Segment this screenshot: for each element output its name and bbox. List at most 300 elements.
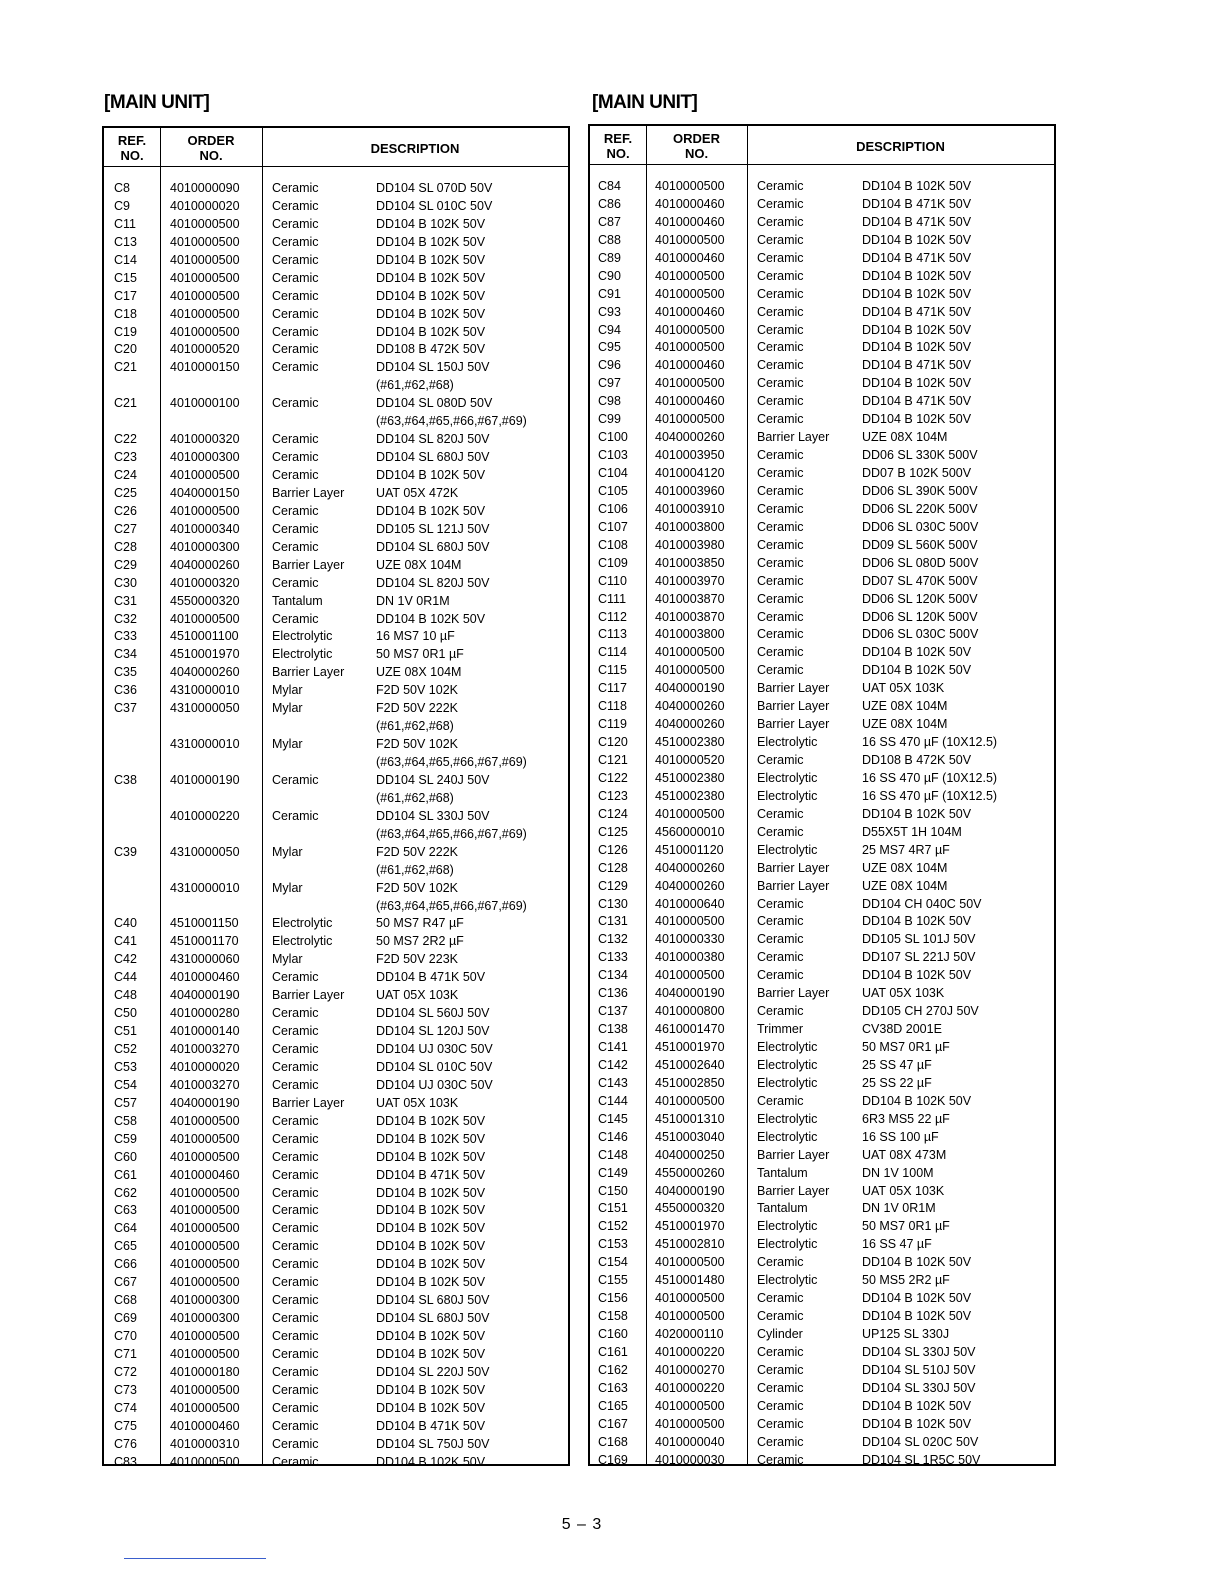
order-no-cell: 4010000030: [655, 1452, 725, 1467]
ref-no-cell: C160: [598, 1327, 628, 1341]
order-no-cell: 4010000500: [655, 1093, 725, 1108]
ref-no-cell: C132: [598, 932, 628, 947]
footer-rule: [124, 1558, 266, 1559]
order-no-cell: 4010000500: [170, 468, 240, 482]
table-row: [104, 1454, 568, 1472]
type-cell: Ceramic: [757, 1255, 804, 1270]
table-row: [104, 1023, 568, 1041]
ref-no-cell: C60: [114, 1149, 137, 1164]
spec-cell: DD107 SL 221J 50V: [862, 950, 976, 965]
table-row: [590, 788, 1054, 806]
ref-no-cell: C112: [598, 609, 627, 624]
spec-cell: DD104 B 102K 50V: [862, 806, 972, 821]
ref-no-cell: C41: [114, 934, 137, 949]
table-row: [104, 790, 568, 808]
ref-no-cell: C36: [114, 683, 137, 698]
ref-no-cell: C72: [114, 1364, 137, 1379]
spec-cell: DD06 SL 030C 500V: [862, 627, 979, 642]
order-no-cell: 4510001970: [655, 1040, 725, 1054]
order-no-cell: 4010000220: [655, 1380, 725, 1395]
type-cell: Ceramic: [272, 396, 319, 411]
type-cell: Ceramic: [757, 609, 804, 624]
type-cell: Ceramic: [272, 808, 319, 823]
type-cell: Ceramic: [272, 468, 319, 482]
type-cell: Ceramic: [757, 376, 804, 391]
spec-cell: DD104 B 102K 50V: [376, 216, 486, 231]
spec-cell: (#61,#62,#68): [376, 378, 454, 393]
order-no-cell: 4040000190: [655, 986, 725, 1001]
spec-cell: DD104 B 102K 50V: [862, 412, 972, 427]
table-row: [104, 754, 568, 772]
type-cell: Ceramic: [272, 181, 319, 195]
ref-no-cell: C109: [598, 555, 628, 570]
ref-no-cell: C168: [598, 1434, 628, 1449]
spec-cell: CV38D 2001E: [862, 1022, 942, 1037]
ref-no-cell: C62: [114, 1185, 137, 1200]
order-no-cell: 4040000260: [655, 878, 725, 893]
spec-cell: DD108 B 472K 50V: [862, 753, 972, 767]
order-no-cell: 4010000500: [170, 270, 240, 285]
type-cell: Electrolytic: [757, 1075, 818, 1090]
table-row: [104, 1077, 568, 1095]
order-no-cell: 4010000500: [170, 503, 240, 518]
table-row: [104, 736, 568, 754]
type-cell: Ceramic: [272, 432, 319, 447]
type-cell: Ceramic: [757, 1291, 804, 1306]
type-cell: Tantalum: [757, 1201, 808, 1216]
ref-no-cell: C83: [114, 1454, 137, 1469]
ref-no-cell: C130: [598, 896, 628, 911]
ref-no-cell: C148: [598, 1147, 628, 1162]
table-row: [590, 1021, 1054, 1039]
table-row: [104, 216, 568, 234]
spec-cell: UP125 SL 330J: [862, 1327, 950, 1341]
type-cell: Barrier Layer: [272, 485, 345, 500]
section-title-right: [MAIN UNIT]: [592, 92, 698, 113]
order-no-cell: 4010000500: [170, 252, 240, 267]
type-cell: Ceramic: [272, 1275, 319, 1290]
type-cell: Ceramic: [272, 234, 319, 249]
table-row: [590, 304, 1054, 322]
type-cell: Barrier Layer: [757, 860, 830, 875]
spec-cell: DD104 B 102K 50V: [862, 268, 972, 283]
spec-cell: DD104 B 102K 50V: [376, 324, 486, 339]
order-no-cell: 4010000520: [655, 753, 725, 767]
ref-no-cell: C48: [114, 988, 137, 1003]
spec-cell: DD104 B 471K 50V: [862, 214, 972, 229]
ref-no-cell: C40: [114, 916, 137, 931]
table-row: [104, 611, 568, 629]
type-cell: Tantalum: [757, 1165, 808, 1180]
type-cell: Ceramic: [272, 1293, 319, 1308]
table-row: [590, 411, 1054, 429]
spec-cell: DD104 B 102K 50V: [862, 968, 972, 983]
table-row: [590, 1003, 1054, 1021]
table-row: [104, 969, 568, 987]
type-cell: Ceramic: [272, 1006, 319, 1021]
header-description-label: DESCRIPTION: [856, 138, 945, 154]
order-no-cell: 4010000460: [170, 1418, 240, 1433]
header-ref-no: [590, 128, 646, 164]
ref-no-cell: C17: [114, 288, 137, 303]
header-order-line2: NO.: [199, 148, 223, 163]
type-cell: Electrolytic: [272, 916, 333, 931]
type-cell: Barrier Layer: [757, 1147, 830, 1162]
table-row: [104, 1131, 568, 1149]
table-row: [104, 359, 568, 377]
ref-no-cell: C38: [114, 772, 137, 787]
ref-no-cell: C141: [598, 1040, 628, 1054]
ref-no-cell: C100: [598, 430, 628, 445]
type-cell: Mylar: [272, 880, 303, 895]
ref-no-cell: C71: [114, 1346, 137, 1361]
type-cell: Ceramic: [757, 322, 804, 337]
ref-no-cell: C91: [598, 286, 621, 301]
table-row: [104, 485, 568, 503]
spec-cell: DD104 B 102K 50V: [376, 306, 486, 321]
spec-cell: UAT 05X 103K: [862, 1183, 945, 1198]
spec-cell: DD104 B 102K 50V: [376, 252, 486, 267]
spec-cell: (#63,#64,#65,#66,#67,#69): [376, 826, 527, 841]
order-no-cell: 4610001470: [655, 1022, 725, 1037]
order-no-cell: 4510002810: [655, 1237, 725, 1252]
spec-cell: UAT 05X 103K: [862, 986, 945, 1001]
ref-no-cell: C131: [598, 914, 628, 929]
table-row: [104, 915, 568, 933]
order-no-cell: 4010000020: [170, 1059, 240, 1074]
table-row: [104, 898, 568, 916]
ref-no-cell: C126: [598, 842, 628, 857]
table-row: [104, 646, 568, 664]
type-cell: Electrolytic: [757, 788, 818, 803]
spec-cell: DD104 B 102K 50V: [376, 1203, 486, 1218]
ref-no-cell: C70: [114, 1329, 137, 1343]
table-row: [104, 1418, 568, 1436]
order-no-cell: 4010000500: [170, 234, 240, 249]
order-no-cell: 4010000220: [655, 1344, 725, 1359]
type-cell: Ceramic: [757, 914, 804, 929]
spec-cell: DD06 SL 390K 500V: [862, 483, 978, 498]
type-cell: Electrolytic: [757, 1057, 818, 1072]
type-cell: Barrier Layer: [272, 557, 345, 572]
ref-no-cell: C169: [598, 1452, 628, 1467]
order-no-cell: 4550000320: [170, 593, 240, 608]
spec-cell: 6R3 MS5 22 µF: [862, 1111, 950, 1126]
spec-cell: 16 SS 100 µF: [862, 1129, 939, 1144]
table-row: [104, 1382, 568, 1400]
ref-no-cell: C134: [598, 968, 628, 983]
table-row: [590, 913, 1054, 931]
ref-no-cell: C66: [114, 1257, 137, 1272]
order-no-cell: 4010000020: [170, 198, 240, 213]
spec-cell: DD104 B 102K 50V: [862, 645, 972, 660]
order-no-cell: 4010000460: [655, 214, 725, 229]
type-cell: Ceramic: [272, 450, 319, 465]
table-row: [590, 447, 1054, 465]
order-no-cell: 4010003270: [170, 1042, 240, 1056]
type-cell: Mylar: [272, 737, 303, 752]
order-no-cell: 4010000500: [170, 1113, 240, 1128]
type-cell: Ceramic: [757, 824, 804, 839]
spec-cell: DD104 SL 010C 50V: [376, 198, 493, 213]
spec-cell: 16 MS7 10 µF: [376, 629, 455, 644]
order-no-cell: 4010000460: [170, 970, 240, 985]
order-no-cell: 4010000500: [655, 268, 725, 283]
ref-no-cell: C33: [114, 629, 137, 644]
table-row: [590, 716, 1054, 734]
ref-no-cell: C104: [598, 466, 628, 480]
table-row: [104, 306, 568, 324]
spec-cell: DD105 SL 121J 50V: [376, 521, 490, 536]
order-no-cell: 4010003850: [655, 555, 725, 570]
type-cell: Ceramic: [757, 466, 804, 480]
type-cell: Ceramic: [757, 968, 804, 983]
table-body-right: [590, 178, 1054, 1470]
table-row: [104, 700, 568, 718]
type-cell: Ceramic: [272, 611, 319, 626]
order-no-cell: 4010000500: [170, 1329, 240, 1343]
type-cell: Mylar: [272, 683, 303, 698]
order-no-cell: 4010000460: [655, 196, 725, 211]
spec-cell: UAT 08X 473M: [862, 1147, 947, 1162]
spec-cell: 16 SS 470 µF (10X12.5): [862, 788, 998, 803]
type-cell: Barrier Layer: [757, 986, 830, 1001]
type-cell: Ceramic: [757, 358, 804, 373]
table-row: [104, 1113, 568, 1131]
table-row: [590, 357, 1054, 375]
order-no-cell: 4010000500: [655, 1291, 725, 1306]
table-row: [590, 232, 1054, 250]
table-row: [590, 860, 1054, 878]
spec-cell: DD104 B 102K 50V: [376, 1239, 486, 1254]
table-row: [590, 429, 1054, 447]
parts-table-left: [102, 126, 570, 1469]
type-cell: Ceramic: [272, 252, 319, 267]
order-no-cell: 4310000050: [170, 701, 240, 716]
type-cell: Ceramic: [757, 304, 804, 319]
table-row: [590, 214, 1054, 232]
spec-cell: DD104 SL 680J 50V: [376, 450, 490, 465]
order-no-cell: 4010000500: [170, 288, 240, 303]
spec-cell: DD104 B 102K 50V: [376, 503, 486, 518]
spec-cell: DD104 B 102K 50V: [862, 1416, 972, 1431]
order-no-cell: 4010000500: [170, 1185, 240, 1200]
ref-no-cell: C99: [598, 412, 621, 427]
table-row: [590, 573, 1054, 591]
table-row: [590, 268, 1054, 286]
type-cell: Ceramic: [272, 1042, 319, 1056]
table-row: [590, 537, 1054, 555]
type-cell: Barrier Layer: [757, 717, 830, 732]
ref-no-cell: C84: [598, 179, 621, 193]
type-cell: Barrier Layer: [757, 681, 830, 696]
table-row: [590, 1254, 1054, 1272]
spec-cell: DD104 SL 820J 50V: [376, 432, 490, 447]
table-row: [590, 842, 1054, 860]
table-row: [590, 734, 1054, 752]
type-cell: Barrier Layer: [272, 1095, 345, 1110]
ref-no-cell: C37: [114, 701, 137, 716]
order-no-cell: 4510001970: [655, 1219, 725, 1234]
spec-cell: 16 SS 47 µF: [862, 1237, 932, 1252]
type-cell: Ceramic: [272, 1454, 319, 1469]
spec-cell: DD07 SL 470K 500V: [862, 573, 978, 588]
order-no-cell: 4040000190: [655, 681, 725, 696]
spec-cell: DD104 B 102K 50V: [376, 1382, 486, 1397]
ref-no-cell: C142: [598, 1057, 628, 1072]
table-row: [104, 395, 568, 413]
spec-cell: (#63,#64,#65,#66,#67,#69): [376, 755, 527, 769]
type-cell: Ceramic: [272, 521, 319, 536]
table-row: [104, 288, 568, 306]
table-row: [104, 1274, 568, 1292]
spec-cell: DD104 B 102K 50V: [376, 1275, 486, 1290]
type-cell: Electrolytic: [757, 1040, 818, 1054]
type-cell: Ceramic: [272, 1239, 319, 1254]
order-no-cell: 4010000180: [170, 1364, 240, 1379]
order-no-cell: 4510003040: [655, 1129, 725, 1144]
order-no-cell: 4010000500: [655, 1309, 725, 1324]
table-row: [104, 808, 568, 826]
spec-cell: DD104 SL 820J 50V: [376, 575, 490, 590]
order-no-cell: 4510001170: [170, 934, 239, 949]
spec-cell: DD104 SL 680J 50V: [376, 1293, 490, 1308]
spec-cell: F2D 50V 102K: [376, 737, 458, 752]
table-row: [590, 286, 1054, 304]
type-cell: Cylinder: [757, 1327, 803, 1341]
ref-no-cell: C23: [114, 450, 137, 465]
order-no-cell: 4010000800: [655, 1004, 725, 1019]
type-cell: Ceramic: [272, 1221, 319, 1236]
order-no-cell: 4010000150: [170, 360, 240, 375]
table-row: [590, 1111, 1054, 1129]
ref-no-cell: C108: [598, 537, 628, 552]
order-no-cell: 4010000500: [655, 340, 725, 355]
table-row: [104, 1059, 568, 1077]
type-cell: Ceramic: [757, 394, 804, 409]
order-no-cell: 4010000460: [655, 358, 725, 373]
order-no-cell: 4010000300: [170, 539, 240, 554]
type-cell: Ceramic: [757, 950, 804, 965]
spec-cell: DD104 B 471K 50V: [376, 1418, 486, 1433]
order-no-cell: 4010000500: [655, 1398, 725, 1413]
type-cell: Electrolytic: [757, 1237, 818, 1252]
order-no-cell: 4010000500: [170, 1454, 240, 1469]
table-row: [590, 1183, 1054, 1201]
table-row: [104, 1328, 568, 1346]
order-no-cell: 4010000090: [170, 181, 240, 195]
type-cell: Electrolytic: [757, 1219, 818, 1234]
table-row: [104, 772, 568, 790]
type-cell: Mylar: [272, 952, 303, 967]
ref-no-cell: C117: [598, 681, 627, 696]
ref-no-cell: C73: [114, 1382, 137, 1397]
order-no-cell: 4010000500: [170, 1239, 240, 1254]
type-cell: Ceramic: [757, 448, 804, 463]
table-row: [104, 1041, 568, 1059]
spec-cell: DN 1V 100M: [862, 1165, 934, 1180]
spec-cell: DD104 B 102K 50V: [862, 376, 972, 391]
order-no-cell: 4040000260: [655, 430, 725, 445]
type-cell: Ceramic: [757, 896, 804, 911]
ref-no-cell: C119: [598, 717, 627, 732]
ref-no-cell: C9: [114, 198, 130, 213]
type-cell: Ceramic: [757, 286, 804, 301]
parts-table-right: [588, 124, 1056, 1466]
ref-no-cell: C124: [598, 806, 628, 821]
table-row: [590, 770, 1054, 788]
table-row: [104, 682, 568, 700]
spec-cell: DD104 SL 330J 50V: [862, 1344, 976, 1359]
ref-no-cell: C39: [114, 844, 137, 859]
type-cell: Ceramic: [272, 270, 319, 285]
order-no-cell: 4010000500: [655, 286, 725, 301]
ref-no-cell: C19: [114, 324, 137, 339]
type-cell: Ceramic: [272, 342, 319, 357]
ref-no-cell: C87: [598, 214, 621, 229]
ref-no-cell: C25: [114, 485, 137, 500]
type-cell: Ceramic: [272, 1418, 319, 1433]
header-ref-line1: REF.: [117, 133, 147, 148]
spec-cell: UZE 08X 104M: [376, 665, 462, 680]
order-no-cell: 4010004120: [655, 466, 725, 480]
ref-no-cell: C22: [114, 432, 137, 447]
spec-cell: (#63,#64,#65,#66,#67,#69): [376, 414, 527, 429]
type-cell: Ceramic: [757, 1380, 804, 1395]
type-cell: Electrolytic: [757, 735, 818, 750]
spec-cell: DD09 SL 560K 500V: [862, 537, 978, 552]
spec-cell: 50 MS7 2R2 µF: [376, 934, 464, 949]
table-row: [590, 322, 1054, 340]
ref-no-cell: C165: [598, 1398, 628, 1413]
type-cell: Ceramic: [272, 1382, 319, 1397]
spec-cell: DD104 UJ 030C 50V: [376, 1042, 493, 1056]
table-row: [104, 1005, 568, 1023]
spec-cell: UAT 05X 103K: [376, 1095, 459, 1110]
order-no-cell: 4010000140: [170, 1024, 240, 1039]
order-no-cell: 4010000460: [655, 250, 725, 265]
ref-no-cell: C162: [598, 1362, 628, 1377]
table-row: [590, 375, 1054, 393]
ref-no-cell: C145: [598, 1111, 628, 1126]
spec-cell: UZE 08X 104M: [862, 878, 948, 893]
ref-no-cell: C28: [114, 539, 137, 554]
type-cell: Ceramic: [272, 216, 319, 231]
type-cell: Ceramic: [272, 1311, 319, 1326]
table-row: [104, 449, 568, 467]
order-no-cell: 4010000100: [170, 396, 240, 411]
order-no-cell: 4010000500: [170, 1203, 240, 1218]
table-row: [104, 1202, 568, 1220]
type-cell: Barrier Layer: [757, 699, 830, 714]
table-row: [590, 1398, 1054, 1416]
order-no-cell: 4040000250: [655, 1147, 725, 1162]
ref-no-cell: C158: [598, 1309, 628, 1324]
table-row: [590, 662, 1054, 680]
order-no-cell: 4010000500: [655, 968, 725, 983]
table-row: [590, 519, 1054, 537]
ref-no-cell: C144: [598, 1093, 628, 1108]
section-title-left: [MAIN UNIT]: [104, 92, 210, 113]
header-order-line1: ORDER: [187, 133, 235, 148]
spec-cell: DD104 B 102K 50V: [862, 179, 972, 193]
spec-cell: 16 SS 470 µF (10X12.5): [862, 735, 998, 750]
spec-cell: DD104 SL 750J 50V: [376, 1436, 490, 1451]
order-no-cell: 4510001150: [170, 916, 239, 931]
ref-no-cell: C69: [114, 1311, 137, 1326]
ref-no-cell: C149: [598, 1165, 628, 1180]
spec-cell: UZE 08X 104M: [862, 717, 948, 732]
